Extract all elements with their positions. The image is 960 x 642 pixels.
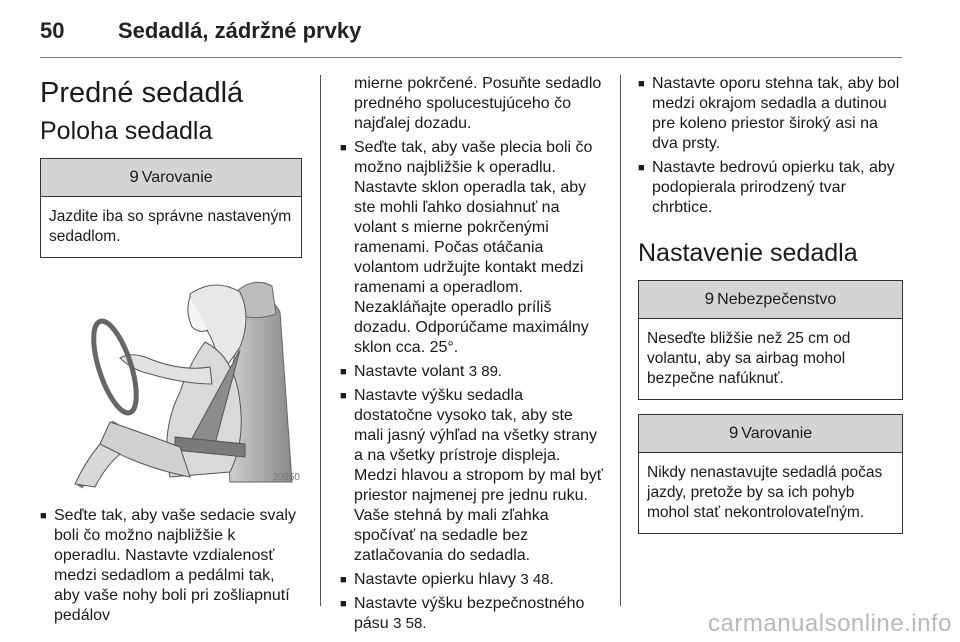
page-header: [40, 18, 361, 44]
driver-seat-drawing: [40, 272, 302, 492]
column-1: [40, 74, 302, 630]
chapter-title: Sedadlá, zádržné prvky: [118, 18, 362, 43]
warning-icon: 9: [728, 423, 739, 442]
warning-header: [639, 415, 902, 453]
list-item: [340, 362, 605, 382]
warning-icon: 9: [704, 289, 715, 308]
adjustment-list-part1: [40, 506, 302, 626]
warning-box-seat: [40, 158, 302, 258]
column-divider-2: [620, 75, 621, 606]
column-3: [638, 74, 903, 548]
list-item: [340, 594, 605, 634]
warning-text: Jazdite iba so správne nastaveným sedadlom.: [49, 208, 292, 245]
list-item: ■ Seďte tak, aby vaše plecia boli čo možno najbližšie k operadlu. Nastavte sklon operadla tak, aby ste mohli ľahko dosiahnuť na volant s mierne pokrčenými ramenami. Počas otáčania volantom udržujte kontakt medzi ramenami a operadlom. Nezakláňajte operadlo príliš dozadu. Odporúčame maximálny sklon cca. 25°.: [340, 138, 605, 358]
page-number: 50: [40, 18, 65, 43]
header-rule: [40, 57, 902, 58]
section-title: Predné sedadlá: [40, 77, 244, 109]
list-item: ■ Seďte tak, aby vaše sedacie svaly boli čo možno najbližšie k operadlu. Nastavte vzdialenosť medzi sedadlom a pedálmi tak, aby vaše nohy boli pri zošliapnutí pedálov: [40, 506, 302, 626]
list-item: ■ Nastavte bedrovú opierku tak, aby podopierala prirodzený tvar chrbtice.: [638, 158, 903, 218]
adjustment-list-part3: [638, 74, 903, 218]
list-item-text: Nastavte opierku hlavy: [354, 571, 516, 588]
warning-title: Varovanie: [741, 425, 813, 442]
danger-box: [638, 280, 903, 400]
danger-header: [639, 281, 902, 319]
list-item-continuation: mierne pokrčené. Posuňte sedadlo predného spolucestujúceho čo najďalej dozadu.: [354, 75, 602, 132]
list-item: [340, 570, 605, 590]
warning-title: Varovanie: [141, 169, 213, 186]
column-divider-1: [320, 75, 321, 606]
column-2: [340, 74, 605, 638]
page-reference-link[interactable]: 3 89.: [468, 363, 503, 380]
subsection-title-seat-adjustment: Nastavenie sedadla: [638, 239, 858, 267]
danger-text: Neseďte bližšie než 25 cm od volantu, aby sa airbag mohol bezpečne nafúknuť.: [647, 330, 851, 387]
warning-icon: 9: [129, 167, 139, 186]
seat-position-illustration: [40, 272, 302, 492]
figure-number: 30050: [272, 472, 300, 483]
list-item-text: Nastavte volant: [354, 363, 465, 380]
list-item-text: Nastavte výšku bezpečnostného pásu: [354, 595, 585, 632]
list-item: ■ Nastavte oporu stehna tak, aby bol medzi okrajom sedadla a dutinou pre koleno priestor široký asi na dva prsty.: [638, 74, 903, 154]
adjustment-list-part2: [340, 138, 605, 634]
warning-box-adjustment: [638, 414, 903, 534]
page-reference-link[interactable]: 3 58.: [393, 615, 427, 632]
watermark: carmanualsonline.info: [708, 610, 952, 637]
warning-header: [41, 159, 301, 197]
danger-title: Nebezpečenstvo: [717, 291, 837, 308]
list-item: ■ Nastavte výšku sedadla dostatočne vysoko tak, aby ste mali jasný výhľad na všetky strany a na všetky prístroje displeja. Medzi hlavou a stropom by mal byť priestor najmenej pre jednu ruku. Vaše stehná by mali zľahka spočívať na sedadle bez zatlačovania do sedadla.: [340, 386, 605, 566]
subsection-title-seat-position: Poloha sedadla: [40, 117, 213, 145]
warning-text: Nikdy nenastavujte sedadlá počas jazdy, pretože by sa ich pohyb mohol stať nekontrolovateľným.: [647, 464, 883, 521]
page-reference-link[interactable]: 3 48.: [520, 571, 554, 588]
